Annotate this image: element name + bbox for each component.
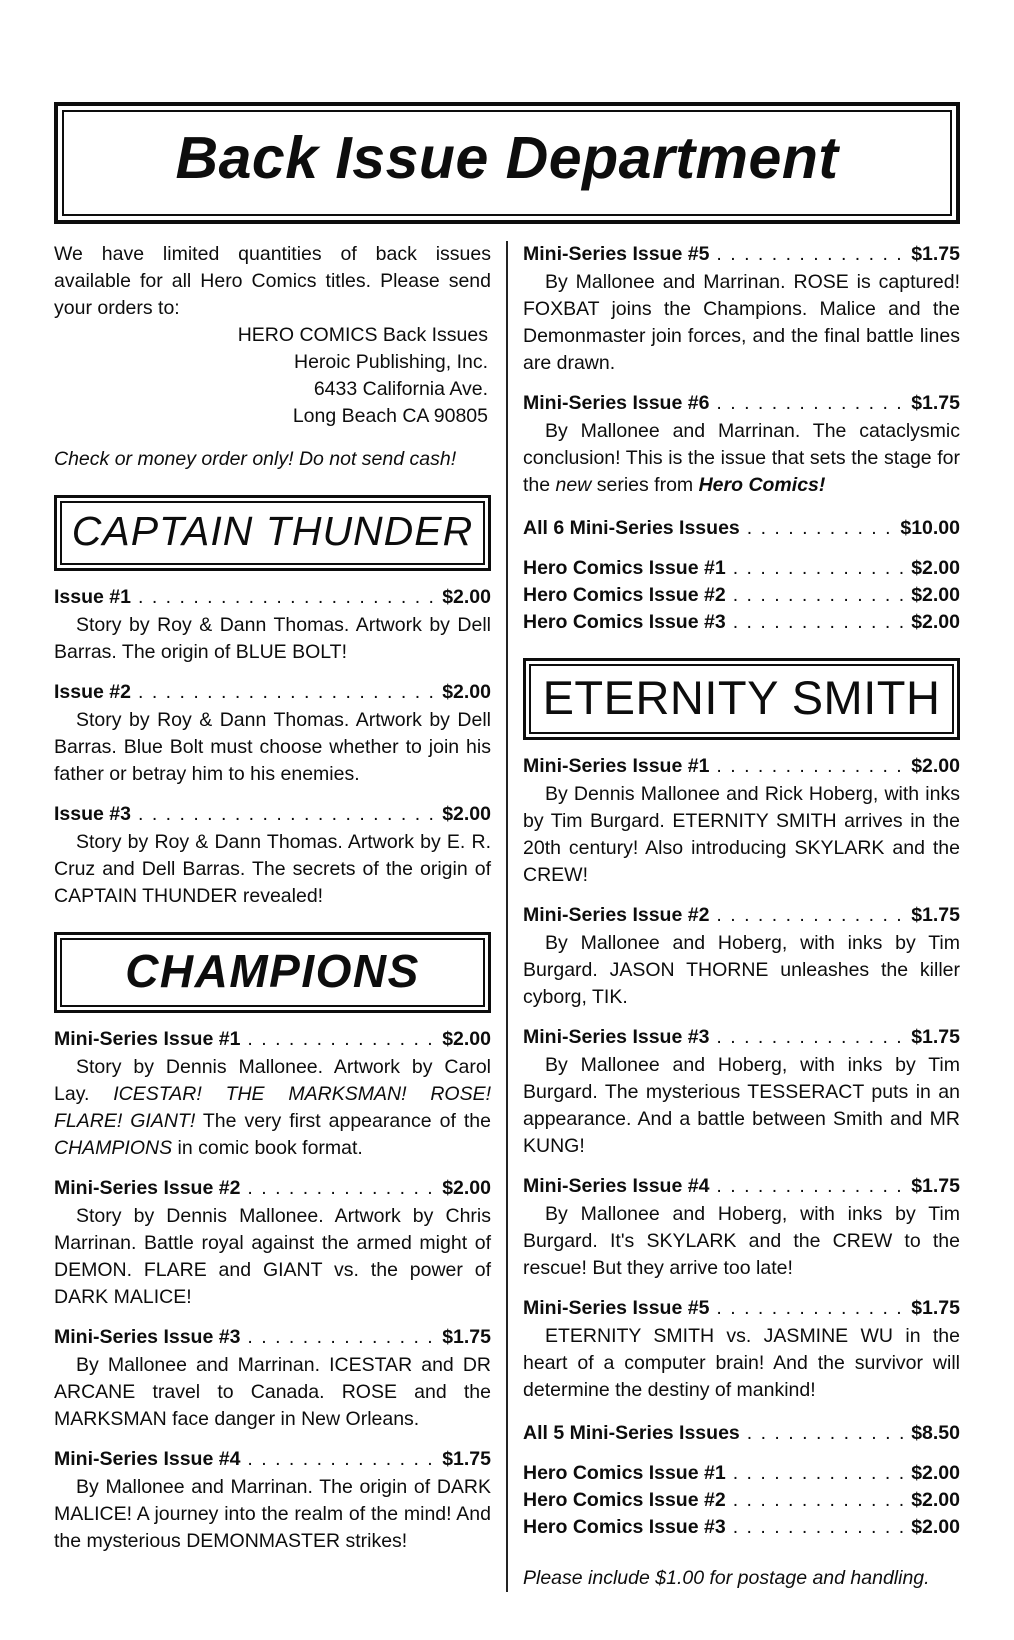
totals-label: All 5 Mini-Series Issues (523, 1422, 740, 1445)
issue-entry (54, 801, 491, 910)
content-columns (54, 241, 960, 1592)
totals-price: $2.00 (911, 1462, 960, 1485)
issue-label: Mini-Series Issue #3 (523, 1026, 710, 1049)
page-title-box-inner (62, 110, 952, 216)
issue-label: Mini-Series Issue #4 (54, 1448, 241, 1471)
totals-label: Hero Comics Issue #1 (523, 1462, 726, 1485)
issue-entry (523, 902, 960, 1011)
dot-leader (247, 1446, 437, 1473)
totals-label: Hero Comics Issue #3 (523, 1516, 726, 1539)
issue-description: ETERNITY SMITH vs. JASMINE WU in the heart of a computer brain! And the survivor will determine the destiny of mankind! (523, 1325, 960, 1402)
issue-price: $1.75 (911, 1026, 960, 1049)
dot-leader (733, 1514, 907, 1541)
hero-comics-price-list (523, 555, 960, 636)
issue-label: Mini-Series Issue #1 (54, 1028, 241, 1051)
dot-leader (716, 1024, 906, 1051)
issue-entry (523, 241, 960, 377)
address-line: 6433 California Ave. (313, 377, 488, 400)
issue-description: By Mallonee and Hoberg, with inks by Tim Burgard. The mysterious TESSERACT puts in an appearance. And a battle between Smith and MR KUNG! (523, 1054, 960, 1158)
issue-label: Mini-Series Issue #2 (523, 904, 710, 927)
issue-label: Issue #1 (54, 585, 131, 608)
issue-price: $2.00 (442, 1177, 491, 1200)
issue-line (523, 390, 960, 417)
address-line: HERO COMICS Back Issues (237, 323, 488, 346)
eternity-smith-section-box-inner (529, 664, 954, 734)
issue-entry (523, 753, 960, 889)
totals-price: $2.00 (911, 583, 960, 606)
totals-line (523, 1420, 960, 1447)
issue-label: Mini-Series Issue #5 (523, 1297, 710, 1320)
issue-price: $1.75 (911, 1297, 960, 1320)
issue-line (54, 1175, 491, 1202)
mailing-address (54, 322, 491, 430)
issue-line (54, 1446, 491, 1473)
totals-line (523, 1460, 960, 1487)
issue-label: Mini-Series Issue #1 (523, 755, 710, 778)
issue-label: Mini-Series Issue #6 (523, 391, 710, 414)
issue-line (523, 1173, 960, 1200)
totals-row (523, 1420, 960, 1447)
issue-label: Mini-Series Issue #2 (54, 1177, 241, 1200)
dot-leader (247, 1324, 437, 1351)
issue-entry (54, 1026, 491, 1162)
issue-description: By Mallonee and Marrinan. The origin of DARK MALICE! A journey into the realm of the mind! And the mysterious DEMONMASTER strikes! (54, 1476, 491, 1553)
champions-title: CHAMPIONS (125, 944, 420, 997)
issue-description-part: Story by Dennis Mallonee. Artwork by Carol Lay. (54, 1056, 491, 1106)
issue-description: By Mallonee and Marrinan. ICESTAR and DR ARCANE travel to Canada. ROSE and the MARKSMAN face danger in New Orleans. (54, 1354, 491, 1431)
totals-label: Hero Comics Issue #2 (523, 1489, 726, 1512)
issue-entry (523, 1173, 960, 1282)
hero-comics-price-list (523, 1460, 960, 1541)
issue-description-part: in comic book format. (172, 1137, 363, 1160)
issue-label: Issue #3 (54, 802, 131, 825)
postage-note: Please include $1.00 for postage and handling. (523, 1567, 930, 1590)
address-line: Heroic Publishing, Inc. (293, 350, 488, 373)
dot-leader (733, 555, 907, 582)
captain-thunder-section-box-inner (60, 501, 485, 565)
issue-line (523, 1024, 960, 1051)
issue-label: Mini-Series Issue #3 (54, 1326, 241, 1349)
totals-label: Hero Comics Issue #1 (523, 556, 726, 579)
issue-label: Mini-Series Issue #4 (523, 1175, 710, 1198)
eternity-smith-title: ETERNITY SMITH (542, 670, 941, 724)
dot-leader (716, 241, 906, 268)
dot-leader (747, 1420, 906, 1447)
issue-description (54, 1054, 491, 1162)
issue-description-part: By Mallonee and Marrinan. The cataclysmic conclusion! This is the issue that sets the stage for the (523, 419, 960, 496)
champions-section-box-inner (60, 938, 485, 1007)
issue-entry (54, 1324, 491, 1433)
issue-entry (523, 390, 960, 499)
issue-price: $1.75 (442, 1326, 491, 1349)
dot-leader (733, 609, 907, 636)
issue-entry (54, 1175, 491, 1311)
totals-price: $2.00 (911, 1489, 960, 1512)
issue-line (54, 584, 491, 611)
issue-description (523, 418, 960, 499)
totals-line (523, 1514, 960, 1541)
dot-leader (138, 584, 437, 611)
issue-description: By Mallonee and Marrinan. ROSE is captured! FOXBAT joins the Champions. Malice and the Demonmaster join forces, and the final battle lines are drawn. (523, 270, 960, 374)
issue-line (523, 902, 960, 929)
issue-label: Mini-Series Issue #5 (523, 242, 710, 265)
right-column (508, 241, 960, 1592)
dot-leader (716, 1295, 906, 1322)
dot-leader (247, 1026, 437, 1053)
issue-entry (523, 1295, 960, 1404)
totals-label: Hero Comics Issue #3 (523, 610, 726, 633)
issue-price: $2.00 (442, 680, 491, 703)
issue-description: Story by Dennis Mallonee. Artwork by Chris Marrinan. Battle royal against the armed might of DEMON. FLARE and GIANT vs. the power of DARK MALICE! (54, 1205, 491, 1309)
issue-line (523, 1295, 960, 1322)
issue-price: $1.75 (911, 904, 960, 927)
issue-entry (523, 1024, 960, 1160)
page-title-box (54, 102, 960, 224)
champions-section-box (54, 932, 491, 1013)
issue-description-part: Hero Comics! (698, 473, 826, 496)
issue-entry (54, 679, 491, 788)
issue-description-part: new (555, 473, 592, 496)
issue-label: Issue #2 (54, 680, 131, 703)
dot-leader (733, 1487, 907, 1514)
totals-price: $2.00 (911, 556, 960, 579)
issue-line (54, 679, 491, 706)
intro-paragraph: We have limited quantities of back issues available for all Hero Comics titles. Please send your orders to: (54, 242, 491, 319)
dot-leader (247, 1175, 437, 1202)
issue-price: $2.00 (442, 1028, 491, 1051)
address-line: Long Beach CA 90805 (292, 404, 488, 427)
eternity-smith-section-box (523, 658, 960, 740)
totals-line (523, 1487, 960, 1514)
issue-price: $2.00 (911, 755, 960, 778)
issue-line (54, 1026, 491, 1053)
dot-leader (716, 902, 906, 929)
issue-line (523, 753, 960, 780)
issue-price: $2.00 (442, 585, 491, 608)
dot-leader (716, 753, 906, 780)
totals-label: All 6 Mini-Series Issues (523, 516, 740, 539)
totals-price: $2.00 (911, 610, 960, 633)
issue-price: $1.75 (911, 1175, 960, 1198)
issue-description: By Mallonee and Hoberg, with inks by Tim Burgard. It's SKYLARK and the CREW to the rescue! But they arrive too late! (523, 1203, 960, 1280)
totals-label: Hero Comics Issue #2 (523, 583, 726, 606)
issue-description-part: ICESTAR! THE MARKSMAN! ROSE! FLARE! GIANT! (54, 1083, 492, 1133)
totals-line (523, 582, 960, 609)
dot-leader (733, 582, 907, 609)
dot-leader (138, 801, 437, 828)
totals-price: $2.00 (911, 1516, 960, 1539)
issue-description: By Mallonee and Hoberg, with inks by Tim Burgard. JASON THORNE unleashes the killer cyborg, TIK. (523, 932, 960, 1009)
issue-description-part: series from (591, 473, 699, 496)
dot-leader (716, 1173, 906, 1200)
dot-leader (138, 679, 437, 706)
issue-price: $1.75 (911, 391, 960, 414)
issue-entry (54, 1446, 491, 1555)
totals-price: $8.50 (911, 1422, 960, 1445)
issue-description: By Dennis Mallonee and Rick Hoberg, with inks by Tim Burgard. ETERNITY SMITH arrives in the 20th century! Also introducing SKYLARK and the CREW! (523, 783, 960, 887)
totals-line (523, 555, 960, 582)
totals-row (523, 515, 960, 542)
left-column (54, 241, 506, 1592)
page-title: Back Issue Department (175, 125, 839, 191)
issue-price: $1.75 (911, 242, 960, 265)
issue-description: Story by Roy & Dann Thomas. Artwork by Dell Barras. Blue Bolt must choose whether to join his father or betray him to his enemies. (54, 708, 491, 785)
issue-line (54, 1324, 491, 1351)
issue-price: $2.00 (442, 802, 491, 825)
issue-line (523, 241, 960, 268)
dot-leader (747, 515, 896, 542)
issue-entry (54, 584, 491, 666)
dot-leader (716, 390, 906, 417)
issue-description: Story by Roy & Dann Thomas. Artwork by Dell Barras. The origin of BLUE BOLT! (54, 613, 491, 663)
captain-thunder-section-box (54, 495, 491, 571)
issue-price: $1.75 (442, 1448, 491, 1471)
totals-price: $10.00 (900, 516, 960, 539)
totals-line (523, 515, 960, 542)
issue-description-part: The very first appearance of the (195, 1110, 491, 1133)
issue-description: Story by Roy & Dann Thomas. Artwork by E. R. Cruz and Dell Barras. The secrets of the origin of CAPTAIN THUNDER revealed! (54, 830, 491, 907)
totals-line (523, 609, 960, 636)
payment-note: Check or money order only! Do not send cash! (54, 447, 457, 470)
issue-line (54, 801, 491, 828)
issue-description-part: CHAMPIONS (54, 1137, 173, 1160)
captain-thunder-title: CAPTAIN THUNDER (71, 507, 474, 554)
dot-leader (733, 1460, 907, 1487)
